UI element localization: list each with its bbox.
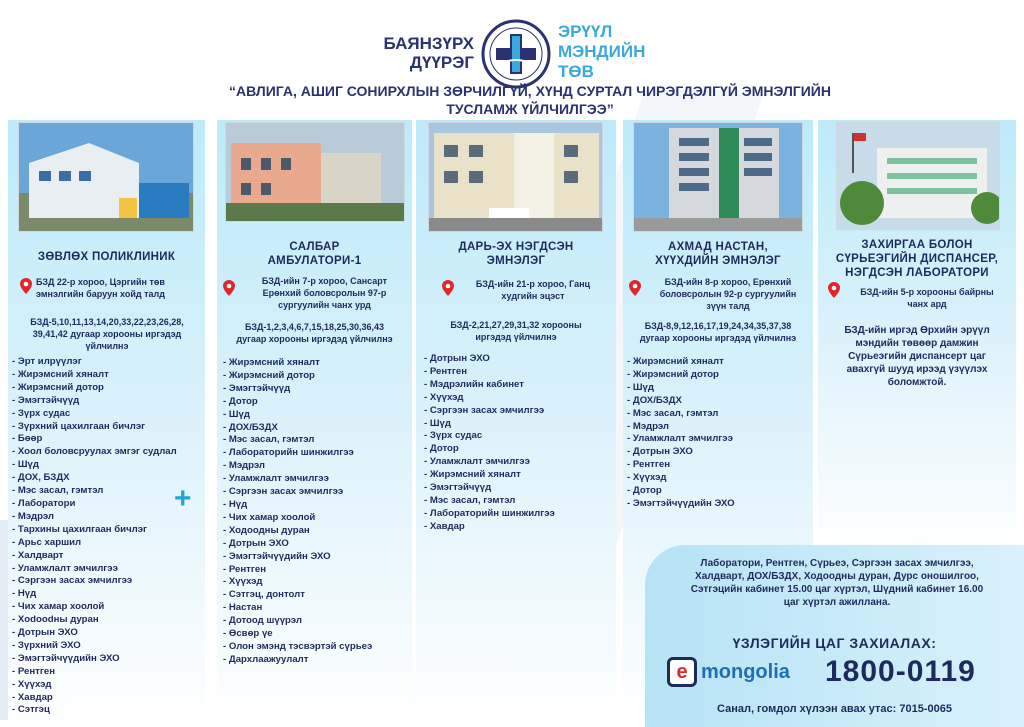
title-line: АМБУЛАТОРИ-1 xyxy=(267,255,362,267)
address-line: сургуулийн чанх урд xyxy=(278,300,371,310)
service-item: - Эмэгтэйчүүд xyxy=(12,395,177,408)
title-line: ЭМНЭЛЭГ xyxy=(486,255,546,267)
page-header xyxy=(0,0,1024,120)
served-area xyxy=(623,320,813,344)
service-item: - Жирэмсний хяналт xyxy=(12,369,177,382)
working-hours xyxy=(657,557,1017,609)
tb-dispensary-note xyxy=(826,324,1008,389)
address-line: худгийн эцэст xyxy=(501,291,565,301)
service-item: - Олон эмэнд тэсвэртэй сүрьеэ xyxy=(223,641,372,654)
clinic-title: ЗӨВЛӨХ ПОЛИКЛИНИК xyxy=(37,251,176,263)
service-item: - Сэтгэц xyxy=(12,704,177,717)
complaint-phone: Санал, гомдол хүлээн авах утас: 7015-0065 xyxy=(717,703,952,715)
served-area xyxy=(217,321,412,345)
service-item: - Эрт илрүүлэг xyxy=(12,356,177,369)
address-line: чанх ард xyxy=(907,299,947,309)
hours-line: Сэтгэцийн кабинет 15.00 цаг хүртэл, Шүдний кабинет 16.00 xyxy=(690,584,984,595)
clinic-address xyxy=(643,276,813,312)
service-item: - Эмэгтэйчүүд xyxy=(223,383,372,396)
service-item: - Сэргээн засах эмчилгээ xyxy=(424,405,555,418)
service-item: - Лаборатори xyxy=(12,498,177,511)
clinic-photo xyxy=(225,122,405,222)
clinic-address xyxy=(842,286,1012,310)
service-item: - Сэргээн засах эмчилгээ xyxy=(12,575,177,588)
address-line: зүүн талд xyxy=(706,301,750,311)
district-line-1: БАЯНЗҮРХ xyxy=(383,34,474,53)
services-list xyxy=(12,356,177,717)
service-item: - Рентген xyxy=(424,366,555,379)
served-line: БЗД-2,21,27,29,31,32 хорооны xyxy=(450,320,582,330)
note-line: БЗД-ийн иргэд Өрхийн эрүүл xyxy=(844,325,990,336)
title-line: ЗАХИРГАА БОЛОН xyxy=(861,239,973,251)
service-item: - Эмэгтэйчүүдийн ЭХО xyxy=(12,653,177,666)
clinic-address xyxy=(36,276,201,300)
address-line: Ерөнхий боловсролын 97-р xyxy=(262,288,387,298)
service-item: - Шүд xyxy=(424,418,555,431)
center-name xyxy=(558,22,645,82)
clinic-column-1 xyxy=(8,120,205,727)
service-item: - Мэдрэл xyxy=(223,460,372,473)
service-item: - Сэргээн засах эмчилгээ xyxy=(223,486,372,499)
center-line-1: ЭРҮҮЛ xyxy=(558,22,613,41)
slogan xyxy=(180,82,880,118)
clinic-column-2 xyxy=(217,120,412,727)
served-line: дугаар хорооны иргэдэд үйлчилнэ xyxy=(639,333,797,343)
title-line: ДАРЬ-ЭХ НЭГДСЭН xyxy=(458,241,574,253)
service-item: - ДОХ/БЗДХ xyxy=(223,422,372,435)
hours-line: Халдварт, ДОХ/БЗДХ, Ходоодны дуран, Дурс оношилгоо, xyxy=(695,571,979,582)
service-item: - Сэтгэц, донтолт xyxy=(223,589,372,602)
location-pin-icon xyxy=(20,278,32,294)
note-line: боломжтой. xyxy=(887,377,947,388)
clinic-title xyxy=(416,240,616,268)
service-item: - Эмэгтэйчүүдийн ЭХО xyxy=(627,498,735,511)
service-item: - Лабораторийн шинжилгээ xyxy=(424,508,555,521)
service-item: - Хүүхэд xyxy=(12,679,177,692)
service-item: - Нүд xyxy=(223,499,372,512)
service-item: - Мэс засал, гэмтэл xyxy=(12,485,177,498)
service-item: - Хodoodны дуран xyxy=(12,614,177,627)
served-line: дугаар хорооны иргэдэд үйлчилнэ xyxy=(236,334,393,344)
service-item: - Чих хамар хоолой xyxy=(223,512,372,525)
service-item: - Жирэмсний хяналт xyxy=(223,357,372,370)
info-panel xyxy=(645,545,1024,727)
service-item: - Зүрхний цахилгаан бичлэг xyxy=(12,421,177,434)
service-item: - Жирэмсний дотор xyxy=(12,382,177,395)
service-item: - Рентген xyxy=(627,459,735,472)
service-item: - Бөөр xyxy=(12,433,177,446)
service-item: - Уламжлалт эмчилгээ xyxy=(627,433,735,446)
clinic-photo xyxy=(836,122,1000,230)
clinic-photo xyxy=(428,122,603,232)
address-line: БЗД-ийн 5-р хорооны байрны xyxy=(860,287,994,297)
emongolia-logo[interactable] xyxy=(667,657,790,687)
service-item: - Жирэмсний хяналт xyxy=(627,356,735,369)
service-item: - Мэдрэлийн кабинет xyxy=(424,379,555,392)
service-item: - Уламжлалт эмчилгээ xyxy=(223,473,372,486)
plus-icon: + xyxy=(174,482,192,515)
served-area xyxy=(12,316,202,352)
service-item: - Мэс засал, гэмтэл xyxy=(424,495,555,508)
service-item: - Хүүхэд xyxy=(627,472,735,485)
service-item: - Чих хамар хоолой xyxy=(12,601,177,614)
served-line: БЗД-5,10,11,13,14,20,33,22,23,26,28, xyxy=(30,317,184,327)
service-item: - Дотор xyxy=(424,443,555,456)
medical-emblem-icon xyxy=(480,18,552,90)
clinic-column-5 xyxy=(818,120,1016,550)
center-line-3: ТӨВ xyxy=(558,62,594,81)
address-line: БЗД-ийн 21-р хороо, Ганц xyxy=(475,279,591,289)
note-line: авахгүй шууд ирээд үзүүлэх xyxy=(846,364,988,375)
service-item: - Жирэмсний дотор xyxy=(627,369,735,382)
note-line: Сүрьеэгийн диспансерт цаг xyxy=(848,351,986,362)
served-line: иргэдэд үйлчилнэ xyxy=(475,332,557,342)
service-item: - Дотрын ЭХО xyxy=(627,446,735,459)
clinic-photo xyxy=(18,122,194,232)
clinic-title xyxy=(623,240,813,268)
address-line: эмнэлгийн баруун хойд талд xyxy=(36,289,165,299)
service-item: - Зүрх судас xyxy=(12,408,177,421)
clinic-address xyxy=(458,278,608,302)
clinic-photo xyxy=(633,122,803,232)
service-item: - Нүд xyxy=(12,588,177,601)
served-line: үйлчилнэ xyxy=(85,341,129,351)
district-line-2: ДҮҮРЭГ xyxy=(409,53,474,72)
service-item: - Уламжлалт эмчилгээ xyxy=(424,456,555,469)
service-item: - Мэдрэл xyxy=(12,511,177,524)
service-item: - Арьс харшил xyxy=(12,537,177,550)
emongolia-text: mongolia xyxy=(701,660,790,683)
clinic-column-3 xyxy=(416,120,616,727)
service-item: - ДОХ/БЗДХ xyxy=(627,395,735,408)
service-item: - Дотор xyxy=(627,485,735,498)
services-list xyxy=(223,357,372,667)
service-item: - Зүрх судас xyxy=(424,430,555,443)
service-item: - Мэдрэл xyxy=(627,421,735,434)
service-item: - Хавдар xyxy=(424,521,555,534)
service-item: - Уламжлалт эмчилгээ xyxy=(12,563,177,576)
services-list xyxy=(424,353,555,534)
service-item: - Эмэгтэйчүүд xyxy=(424,482,555,495)
service-item: - Дархлаажуулалт xyxy=(223,654,372,667)
served-line: 39,41,42 дугаар хорооны иргэдэд xyxy=(32,329,182,339)
hotline-number[interactable]: 1800-0119 xyxy=(825,655,976,688)
service-item: - Жирэмсний дотор xyxy=(223,370,372,383)
clinic-address xyxy=(237,275,412,311)
appointment-label: ҮЗЛЭГИЙН ЦАГ ЗАХИАЛАХ: xyxy=(732,635,937,651)
address-line: БЗД 22-р хороо, Цэргийн төв xyxy=(36,277,165,287)
title-line: НЭГДСЭН ЛАБОРАТОРИ xyxy=(845,267,989,279)
service-item: - Зүрхний ЭХО xyxy=(12,640,177,653)
service-item: - Хүүхэд xyxy=(223,576,372,589)
location-pin-icon xyxy=(828,282,840,298)
service-item: - Шүд xyxy=(627,382,735,395)
service-item: - Мэс засал, гэмтэл xyxy=(223,434,372,447)
services-list xyxy=(627,356,735,511)
center-line-2: МЭНДИЙН xyxy=(558,42,646,61)
service-item: - Дотрын ЭХО xyxy=(424,353,555,366)
service-item: - Халдварт xyxy=(12,550,177,563)
service-item: - Ходоодны дуран xyxy=(223,525,372,538)
service-item: - Дотор xyxy=(223,396,372,409)
emongolia-icon: e xyxy=(667,657,697,687)
service-item: - Лабораторийн шинжилгээ xyxy=(223,447,372,460)
service-item: - Дотрын ЭХО xyxy=(12,627,177,640)
clinic-title xyxy=(217,240,412,268)
service-item: - Мэс засал, гэмтэл xyxy=(627,408,735,421)
service-item: - Хүүхэд xyxy=(424,392,555,405)
service-item: - Хоол боловсруулах эмгэг судлал xyxy=(12,446,177,459)
service-item: - Рентген xyxy=(12,666,177,679)
title-line: ХҮҮХДИЙН ЭМНЭЛЭГ xyxy=(655,255,781,267)
service-item: - Рентген xyxy=(223,564,372,577)
served-area xyxy=(416,319,616,343)
service-item: - Жирэмсний хяналт xyxy=(424,469,555,482)
location-pin-icon xyxy=(629,280,641,296)
location-pin-icon xyxy=(223,280,235,296)
address-line: боловсролын 92-р сургуулийн xyxy=(659,289,797,299)
service-item: - Хавдар xyxy=(12,692,177,705)
title-line: АХМАД НАСТАН, xyxy=(667,241,769,253)
slogan-line-2: ТУСЛАМЖ ҮЙЛЧИЛГЭЭ” xyxy=(446,101,614,117)
service-item: - Эмэгтэйчүүдийн ЭХО xyxy=(223,551,372,564)
clinic-title xyxy=(818,238,1016,280)
service-item: - ДОХ, БЗДХ xyxy=(12,472,177,485)
service-item: - Өсвөр үе xyxy=(223,628,372,641)
served-line: БЗД-1,2,3,4,6,7,15,18,25,30,36,43 xyxy=(245,322,384,332)
slogan-line-1: “АВЛИГА, АШИГ СОНИРХЛЫН ЗӨРЧИЛГҮЙ, ХҮНД СУРТАЛ ЧИРЭГДЭЛГҮЙ ЭМНЭЛГИЙН xyxy=(229,83,831,99)
service-item: - Дотрын ЭХО xyxy=(223,538,372,551)
location-pin-icon xyxy=(442,280,454,296)
served-line: БЗД-8,9,12,16,17,19,24,34,35,37,38 xyxy=(644,321,792,331)
title-line: СҮРЬЕЭГИЙН ДИСПАНСЕР, xyxy=(835,253,999,265)
service-item: - Настан xyxy=(223,602,372,615)
district-name xyxy=(372,34,474,72)
title-line: САЛБАР xyxy=(289,241,340,253)
address-line: БЗД-ийн 8-р хороо, Ерөнхий xyxy=(664,277,792,287)
address-line: БЗД-ийн 7-р хороо, Сансарт xyxy=(261,276,388,286)
hours-line: Лаборатори, Рентген, Сүрьеэ, Сэргээн засах эмчилгээ, xyxy=(700,558,974,569)
service-item: - Тархины цахилгаан бичлэг xyxy=(12,524,177,537)
hours-line: цаг хүртэл ажиллана. xyxy=(783,597,891,608)
service-item: - Дотоод шүүрэл xyxy=(223,615,372,628)
service-item: - Шүд xyxy=(12,459,177,472)
note-line: мэндийн төвөөр дамжин xyxy=(855,338,979,349)
service-item: - Шүд xyxy=(223,409,372,422)
